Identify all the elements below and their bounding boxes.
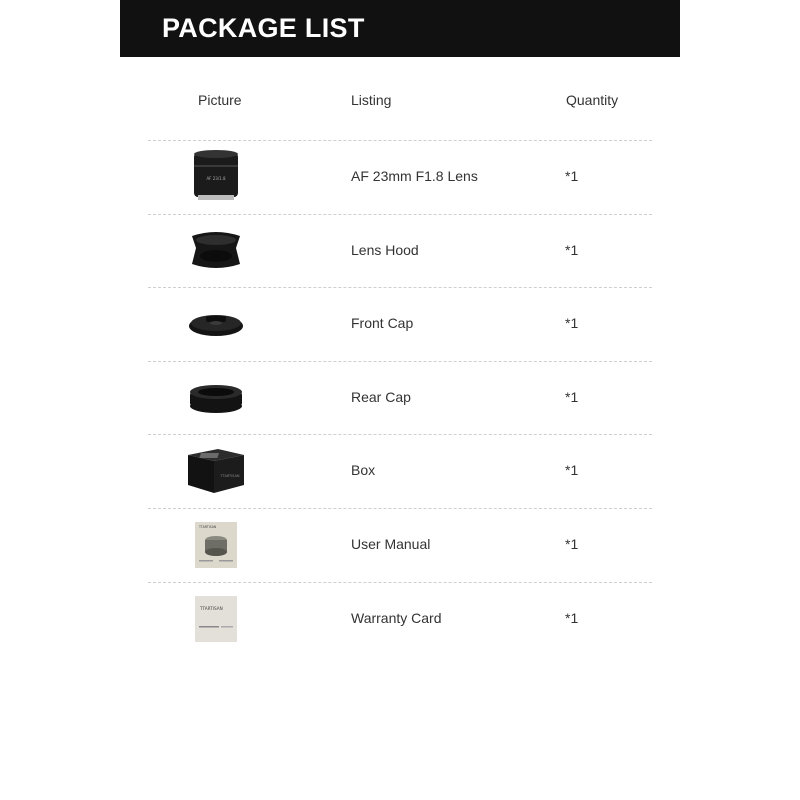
item-name: Warranty Card bbox=[351, 609, 442, 626]
item-quantity: *1 bbox=[565, 388, 579, 405]
column-header-picture: Picture bbox=[198, 92, 242, 108]
svg-text:AF 23/1.8: AF 23/1.8 bbox=[206, 176, 226, 181]
warranty-card-icon bbox=[181, 589, 251, 649]
column-header-quantity: Quantity bbox=[566, 92, 619, 108]
lens-icon bbox=[181, 147, 251, 207]
item-quantity: *1 bbox=[565, 609, 579, 626]
table-row bbox=[148, 582, 652, 656]
table-row bbox=[148, 214, 652, 288]
svg-text:TTARTISAN: TTARTISAN bbox=[199, 524, 217, 529]
svg-text:TTARTISAN: TTARTISAN bbox=[220, 474, 240, 479]
table-row bbox=[148, 508, 652, 582]
box-icon bbox=[181, 441, 251, 501]
front-cap-icon bbox=[181, 294, 251, 354]
item-quantity: *1 bbox=[565, 462, 579, 479]
table-row bbox=[148, 287, 652, 361]
item-name: User Manual bbox=[351, 535, 431, 552]
column-header-listing: Listing bbox=[351, 92, 392, 108]
svg-text:TTARTISAN: TTARTISAN bbox=[200, 605, 223, 611]
page-title: PACKAGE LIST bbox=[162, 13, 365, 43]
item-quantity: *1 bbox=[565, 168, 579, 184]
item-quantity: *1 bbox=[565, 315, 579, 332]
item-name: Lens Hood bbox=[351, 241, 419, 258]
title-banner bbox=[120, 0, 680, 57]
item-name: Rear Cap bbox=[351, 388, 411, 405]
package-table bbox=[148, 140, 652, 655]
user-manual-icon bbox=[181, 515, 251, 575]
item-name: Box bbox=[351, 462, 376, 479]
rear-cap-icon bbox=[181, 368, 251, 428]
table-row bbox=[148, 140, 652, 214]
item-quantity: *1 bbox=[565, 241, 579, 258]
item-quantity: *1 bbox=[565, 535, 579, 552]
table-row bbox=[148, 434, 652, 508]
table-row bbox=[148, 361, 652, 435]
table-header bbox=[0, 92, 800, 114]
item-name: Front Cap bbox=[351, 315, 414, 332]
item-name: AF 23mm F1.8 Lens bbox=[351, 168, 478, 184]
lens-hood-icon bbox=[181, 221, 251, 281]
